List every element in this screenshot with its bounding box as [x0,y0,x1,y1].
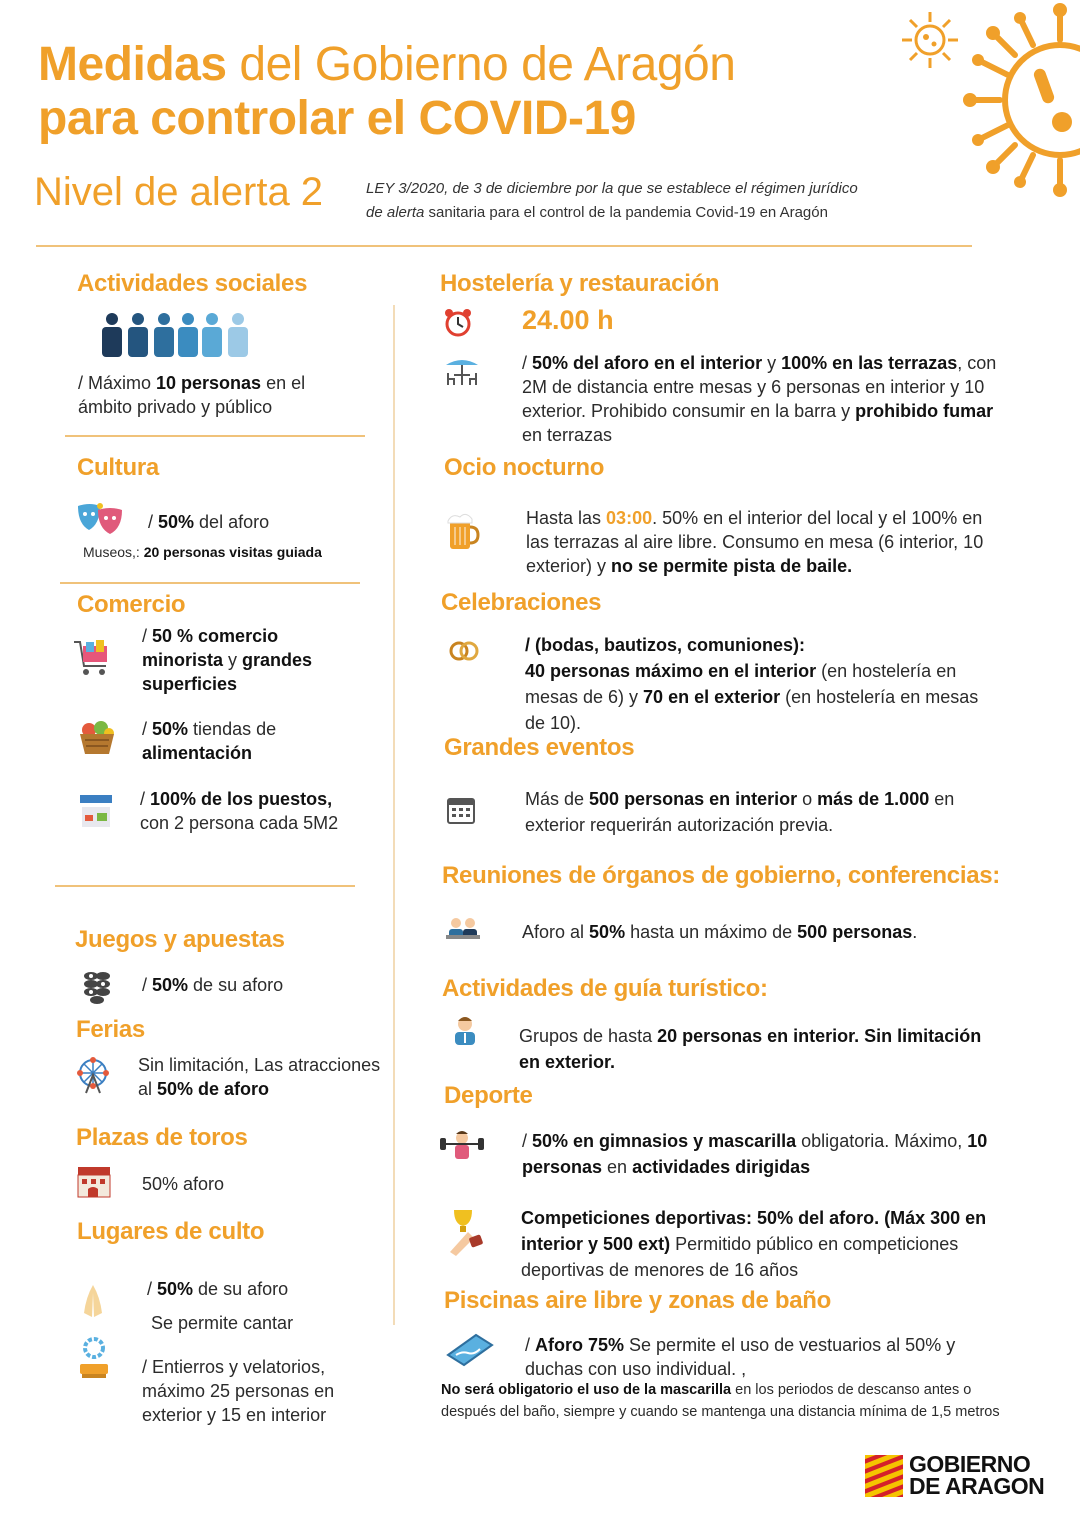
eventos-t5: en exterior requerirán autorización previa. [525,789,955,835]
grocery-basket-icon [77,718,117,756]
logo-line-1: GOBIERNO [909,1451,1031,1477]
aragon-flag-icon [865,1455,903,1497]
market-stall-icon [78,793,114,831]
beer-mug-icon [446,511,480,553]
hosteleria-t1: / [522,353,533,373]
section-title-hosteleria: Hostelería y restauración [440,270,720,297]
deporte-t3: obligatoria. Máximo, [796,1131,968,1151]
museos-text-a: Museos,: [83,544,144,560]
people-icon [100,312,260,358]
social-text-b: 10 personas [156,373,262,393]
section-title-ocio: Ocio nocturno [444,454,605,481]
meeting-icon [446,917,480,941]
divider [55,885,355,887]
guia-t1: Grupos de hasta [519,1026,658,1046]
hosteleria-hour: 24.00 h [522,305,614,335]
piscinas-t1: / [525,1335,536,1355]
comercio-item2-a: / [142,719,153,739]
piscinas-t3: Se permite el uso de vestuarios al 50% y duchas con uso individual. , [525,1335,956,1379]
guia-t2: 20 personas en interior. Sin limitación en exterior. [519,1026,982,1072]
praying-hands-icon [80,1283,106,1319]
museos-text [83,542,383,563]
piscinas-t2: Aforo 75% [535,1335,625,1355]
gobierno-aragon-logo [865,1451,1050,1500]
casino-chips-icon [82,970,112,1004]
comercio-item2-b: 50% [152,719,189,739]
ocio-t1: Hasta las [526,508,607,528]
culto-aforo [147,1277,347,1301]
section-title-comercio: Comercio [77,591,186,618]
juegos-text [142,973,342,997]
ocio-t4: no se permite pista de baile. [611,556,853,576]
gym-weights-icon [440,1130,484,1162]
museos-text-b: 20 personas visitas guiada [143,544,322,560]
celebraciones-text [525,632,995,736]
celebraciones-t1: / (bodas, bautizos, comuniones): [525,635,806,655]
section-title-celebraciones: Celebraciones [441,589,602,616]
toros-text: 50% aforo [142,1174,225,1194]
deporte-t5: en [602,1157,633,1177]
ferris-wheel-icon [76,1057,110,1095]
celebraciones-t3: (en hostelería en mesas de 6) y [525,661,957,707]
comercio-item1-c: y [223,650,243,670]
eventos-t1: Más de [525,789,590,809]
comercio-item-2 [142,717,342,765]
hosteleria-t3: y [762,353,782,373]
alarm-clock-icon [444,308,472,338]
eventos-t2: 500 personas en interior [589,789,798,809]
cultura-text-a: / [148,512,159,532]
juegos-text-b: 50% [152,975,189,995]
comercio-item1-b: 50 % comercio minorista [142,626,279,670]
hosteleria-t2: 50% del aforo en el interior [532,353,763,373]
alert-level: Nivel de alerta 2 [34,170,324,214]
theater-masks-icon [76,502,124,536]
trophy-icon [446,1208,490,1256]
comercio-item2-c: tiendas de [188,719,277,739]
deporte-c2: Permitido público en competiciones deportivas de menores de 16 años [521,1234,959,1280]
culto-text-a: / [147,1279,158,1299]
reuniones-t2: 50% [589,922,626,942]
comercio-item3-c: con 2 persona cada 5M2 [140,813,339,833]
comercio-item-3 [140,787,370,835]
ocio-t3: . 50% en el interior del local y el 100% en las terrazas al aire libre. Consumo en mesa (6 interior, 10 exterior) y [526,508,984,576]
eventos-t3: o [797,789,818,809]
social-text-c: en el ámbito privado y público [78,373,306,417]
culto-text-b: 50% [157,1279,194,1299]
law-line-1: LEY 3/2020, de 3 de diciembre por la que se establece el régimen jurídico [366,180,858,197]
celebraciones-t5: (en hostelería en mesas de 10). [525,687,979,733]
celebraciones-t4: 70 en el exterior [643,687,781,707]
section-title-deporte: Deporte [444,1082,533,1109]
page-title-line-2: para controlar el COVID-19 [38,92,636,145]
virus-large-icon [960,0,1080,200]
ocio-t2: 03:00 [606,508,653,528]
section-title-guia: Actividades de guía turístico: [442,975,768,1002]
law-line-2-italic: de alerta [366,204,425,221]
deporte-t2: 50% en gimnasios y mascarilla [532,1131,797,1151]
ferias-text-b: 50% de aforo [157,1079,270,1099]
cultura-text-c: del aforo [194,512,270,532]
section-title-reuniones: Reuniones de órganos de gobierno, conferencias: [442,862,1000,889]
piscinas-note [441,1379,1011,1423]
hosteleria-t7: en terrazas [522,425,613,445]
social-text-a: / Máximo [78,373,157,393]
deporte-gym-text [522,1128,992,1180]
section-title-toros: Plazas de toros [76,1124,248,1151]
comercio-item1-a: / [142,626,153,646]
calendar-icon [446,795,476,825]
comercio-item1-d: grandes superficies [142,650,313,694]
deporte-c1: Competiciones deportivas: 50% del aforo. (Máx 300 en interior y 500 ext) [521,1208,987,1254]
section-title-actividades-sociales: Actividades sociales [77,270,308,297]
juegos-text-a: / [142,975,153,995]
eventos-t4: más de 1.000 [817,789,930,809]
deporte-t4: 10 personas [522,1131,988,1177]
swimming-pool-icon [446,1333,494,1367]
section-title-cultura: Cultura [77,454,159,481]
reuniones-t5: . [912,922,918,942]
reuniones-t4: 500 personas [797,922,913,942]
bullring-icon [76,1165,112,1201]
celebraciones-t2: 40 personas máximo en el interior [525,661,817,681]
ferias-text-a: Sin limitación, Las atracciones al [138,1055,381,1099]
deporte-t6: actividades dirigidas [632,1157,811,1177]
divider [60,582,360,584]
divider [65,435,365,437]
virus-small-icon [900,10,960,70]
eventos-text [525,786,995,838]
guia-text [519,1023,989,1075]
funeral-wreath-icon [78,1336,110,1380]
title-bold: Medidas [38,38,227,91]
hosteleria-t5: , con 2M de distancia entre mesas y 6 personas en interior y 10 exterior. Prohibido consumir en la barra y [522,353,997,421]
culto-entierros: / Entierros y velatorios, máximo 25 personas en exterior y 15 en interior [142,1357,335,1425]
column-separator [393,305,395,1325]
ferias-text [138,1053,388,1101]
comercio-item3-b: 100% de los puestos, [150,789,333,809]
section-title-eventos: Grandes eventos [444,734,635,761]
section-title-juegos: Juegos y apuestas [75,926,285,953]
juegos-text-c: de su aforo [188,975,284,995]
culto-text-c: de su aforo [193,1279,289,1299]
hosteleria-text [522,351,997,447]
law-line-2-rest: sanitaria para el control de la pandemia Covid-19 en Aragón [424,204,828,221]
title-light: del Gobierno de Aragón [226,38,736,91]
logo-text [909,1453,1044,1497]
section-title-culto: Lugares de culto [77,1218,265,1245]
deporte-competiciones-text [521,1205,996,1283]
hosteleria-t6: prohibido fumar [855,401,994,421]
wedding-rings-icon [447,638,481,662]
hosteleria-t4: 100% en las terrazas [781,353,958,373]
piscinas-n1: No será obligatorio el uso de la mascarilla [441,1382,732,1398]
reuniones-t3: hasta un máximo de [625,922,798,942]
cultura-text [148,510,348,534]
header-divider [36,245,972,247]
deporte-t1: / [522,1131,533,1151]
comercio-item2-d: alimentación [142,743,253,763]
reuniones-t1: Aforo al [522,922,590,942]
comercio-item3-a: / [140,789,151,809]
terrace-table-icon [444,355,480,389]
section-title-piscinas: Piscinas aire libre y zonas de baño [444,1287,831,1314]
ocio-text [526,506,996,578]
reuniones-text [522,920,992,944]
section-title-ferias: Ferias [76,1016,145,1043]
piscinas-n2: en los periodos de descanso antes o después del baño, siempre y cuando se mantenga una distancia mínima de 1,5 metros [441,1382,1000,1420]
social-text [78,371,348,419]
page-title-line-1 [38,38,735,92]
shopping-cart-icon [72,638,112,680]
law-reference [366,177,946,225]
comercio-item-1 [142,624,342,696]
culto-cantar: Se permite cantar [151,1313,294,1333]
logo-line-2: DE ARAGON [909,1473,1045,1499]
tour-guide-icon [450,1015,480,1045]
piscinas-text [525,1333,1000,1381]
cultura-text-b: 50% [158,512,195,532]
